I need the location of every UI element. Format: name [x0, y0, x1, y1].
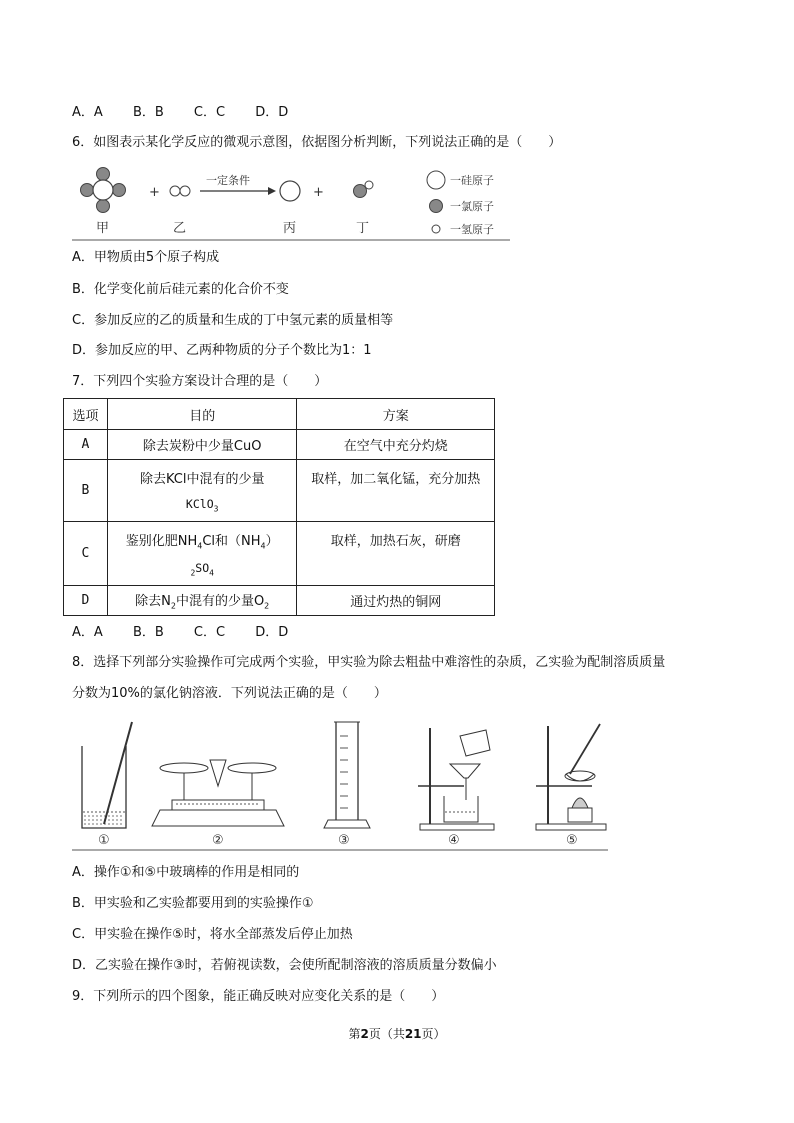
row-c-text-3: ）	[265, 534, 279, 550]
table-row	[64, 430, 495, 460]
q5-option-b: B．B	[132, 105, 164, 120]
row-c-sub-1: 4	[197, 541, 203, 551]
molecule-bing	[280, 181, 300, 201]
row-c-purpose-line2	[108, 561, 297, 577]
row-d-text-1: 除去N	[135, 594, 171, 610]
molecule-yi	[170, 186, 190, 196]
q6-option-a: A．甲物质由5个原子构成	[72, 250, 220, 265]
beaker-stirring	[82, 722, 132, 828]
molecule-ding	[354, 181, 374, 198]
table-row	[64, 522, 495, 586]
row-c-text-2: Cl和（NH	[202, 534, 261, 550]
row-b-purpose-line2	[108, 497, 297, 513]
q6-option-b: B．化学变化前后硅元素的化合价不变	[72, 282, 289, 297]
label-op4: ④	[448, 833, 460, 848]
row-d-text-2: 中混有的少量O	[175, 594, 265, 610]
row-d-sub-1: 2	[170, 601, 176, 611]
row-c-sub-2: 4	[260, 541, 266, 551]
row-b-plan: 取样，加二氧化锰，充分加热	[297, 460, 495, 522]
filtration-setup	[418, 728, 494, 830]
q6-reaction-figure	[72, 160, 512, 242]
footer-suffix: 页）	[421, 1027, 446, 1041]
header-purpose: 目的	[107, 399, 297, 430]
q6-option-d: D．参加反应的甲、乙两种物质的分子个数比为1：1	[72, 343, 372, 358]
row-a-purpose: 除去炭粉中少量CuO	[107, 430, 297, 460]
row-b-option: B	[64, 460, 108, 522]
plus-1: +	[149, 185, 160, 200]
footer-mid: 页（共	[368, 1027, 405, 1041]
label-ding: 丁	[356, 221, 370, 236]
footer-page: 2	[360, 1027, 369, 1041]
label-op3: ③	[338, 833, 350, 848]
row-d-sub-2: 2	[264, 601, 270, 611]
row-c-plan: 取样，加热石灰，研磨	[297, 522, 495, 586]
legend-h: 一氢原子	[450, 223, 494, 236]
row-a-plan: 在空气中充分灼烧	[297, 430, 495, 460]
label-yi: 乙	[173, 221, 187, 236]
header-plan: 方案	[297, 399, 495, 430]
q5-option-d: D．D	[255, 105, 289, 120]
legend-cl-icon	[430, 200, 443, 213]
legend-h-icon	[432, 225, 440, 233]
q7-option-d: D．D	[255, 625, 289, 640]
q7-stem: 7．下列四个实验方案设计合理的是（ ）	[72, 374, 328, 389]
q5-option-c: C．C	[193, 105, 226, 120]
row-c-text-1: 鉴别化肥NH	[125, 534, 198, 550]
footer-total: 21	[404, 1027, 422, 1041]
q5-option-a: A．A	[72, 105, 103, 120]
label-bing: 丙	[283, 221, 297, 236]
label-op2: ②	[212, 833, 224, 848]
row-c-text-4: SO	[195, 560, 210, 575]
header-option: 选项	[64, 399, 108, 430]
evaporation-setup	[536, 724, 606, 830]
q8-option-b: B．甲实验和乙实验都要用到的实验操作①	[72, 896, 314, 911]
row-b-formula-sub: 3	[213, 504, 219, 514]
molecule-jia	[81, 168, 126, 213]
q7-options	[72, 624, 314, 642]
table-row	[64, 586, 495, 616]
label-op1: ①	[98, 833, 110, 848]
legend-si-icon	[427, 171, 445, 189]
row-c-purpose-line1	[108, 530, 297, 551]
q6-option-c: C．参加反应的乙的质量和生成的丁中氢元素的质量相等	[72, 313, 394, 328]
q7-table	[63, 398, 495, 616]
label-op5: ⑤	[566, 833, 578, 848]
legend-cl: 一氯原子	[450, 200, 494, 213]
balance	[152, 760, 284, 826]
row-c-sub-3: 2	[190, 567, 196, 577]
footer-prefix: 第	[348, 1027, 361, 1041]
row-b-formula: KClO	[185, 496, 214, 511]
q7-option-c: C．C	[193, 625, 226, 640]
q9-stem: 9．下列所示的四个图象，能正确反映对应变化关系的是（ ）	[72, 989, 445, 1004]
plus-2: +	[313, 185, 324, 200]
row-b-purpose	[107, 460, 297, 522]
q8-option-c: C．甲实验在操作⑤时，将水全部蒸发后停止加热	[72, 927, 353, 942]
table-row	[64, 460, 495, 522]
q8-apparatus-figure	[72, 716, 610, 852]
q7-option-a: A．A	[72, 625, 103, 640]
arrow-head	[268, 187, 276, 195]
row-d-purpose	[107, 586, 297, 616]
legend-si: 一硅原子	[450, 174, 494, 187]
label-jia: 甲	[96, 221, 110, 236]
q8-option-d: D．乙实验在操作③时，若俯视读数，会使所配制溶液的溶质质量分数偏小	[72, 958, 497, 973]
graduated-cylinder	[324, 722, 370, 828]
q5-options	[72, 104, 314, 122]
q8-stem-line1: 8．选择下列部分实验操作可完成两个实验，甲实验为除去粗盐中难溶性的杂质，乙实验为配制溶质质量	[72, 655, 666, 670]
arrow-label: 一定条件	[206, 174, 250, 187]
row-d-plan: 通过灼热的铜网	[297, 586, 495, 616]
row-c-option: C	[64, 522, 108, 586]
row-a-option: A	[64, 430, 108, 460]
q6-stem: 6．如图表示某化学反应的微观示意图，依据图分析判断，下列说法正确的是（ ）	[72, 135, 562, 150]
row-c-purpose	[107, 522, 297, 586]
q7-option-b: B．B	[132, 625, 164, 640]
q8-option-a: A．操作①和⑤中玻璃棒的作用是相同的	[72, 865, 300, 880]
q8-stem-line2: 分数为10%的氯化钠溶液．下列说法正确的是（ ）	[72, 686, 387, 701]
row-b-purpose-line1: 除去KCl中混有的少量	[139, 471, 265, 487]
page-footer	[0, 1025, 794, 1042]
row-c-sub-4: 4	[209, 567, 214, 577]
row-d-option: D	[64, 586, 108, 616]
